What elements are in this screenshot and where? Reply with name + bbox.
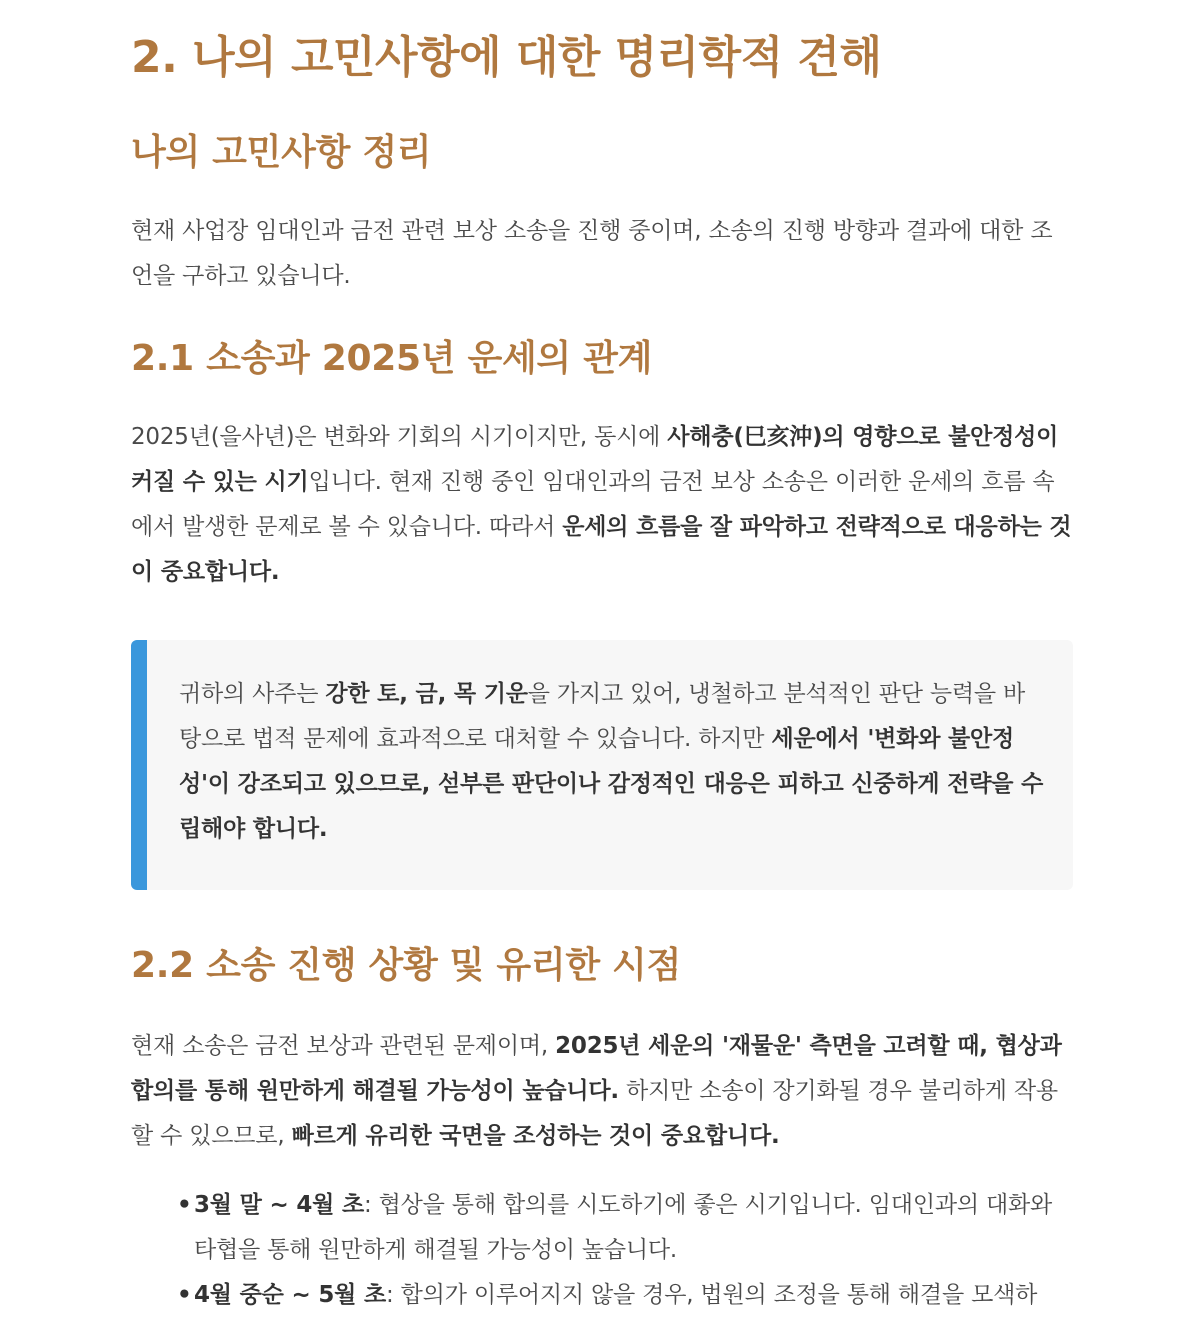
list-item-period: 3월 말 ~ 4월 초: [194, 1192, 364, 1218]
list-item: [177, 1183, 1073, 1273]
section-2-1-paragraph: [131, 415, 1073, 595]
text-run: 하지만 소송이 장기화될 경우 불리하게 작용할 수 있으므로,: [131, 1078, 1058, 1149]
timing-list: [177, 1183, 1073, 1318]
emphasis-text: 2025년 세운의 '재물운' 측면을 고려할 때, 협상과 합의를 통해 원만하게 해결될 가능성이 높습니다.: [131, 1033, 1062, 1104]
text-run: 2025년(을사년)은 변화와 기회의 시기이지만, 동시에: [131, 424, 668, 450]
text-run: 현재 소송은 금전 보상과 관련된 문제이며,: [131, 1033, 556, 1059]
list-item-text: : 합의가 이루어지지 않을 경우, 법원의 조정을 통해 해결을 모색하: [386, 1282, 1038, 1308]
callout-text: [179, 672, 1045, 852]
section-2-1-heading: 2.1 소송과 2025년 운세의 관계: [131, 338, 653, 379]
text-run: 귀하의 사주는: [179, 681, 326, 707]
emphasis-text: 운세의 흐름을 잘 파악하고 전략적으로 대응하는 것이 중요합니다.: [131, 514, 1072, 585]
list-item: [177, 1273, 1073, 1318]
text-run: 입니다. 현재 진행 중인 임대인과의 금전 보상 소송은 이러한 운세의 흐름 속에서 발생한 문제로 볼 수 있습니다. 따라서: [131, 469, 1055, 540]
advice-callout: [131, 640, 1073, 890]
list-item-text: : 협상을 통해 합의를 시도하기에 좋은 시기입니다. 임대인과의 대화와 타협을 통해 원만하게 해결될 가능성이 높습니다.: [194, 1192, 1053, 1263]
emphasis-text: 빠르게 유리한 국면을 조성하는 것이 중요합니다.: [291, 1123, 780, 1149]
page-title: 2. 나의 고민사항에 대한 명리학적 견해: [131, 32, 882, 83]
list-item-period: 4월 중순 ~ 5월 초: [194, 1282, 386, 1308]
bullet-marker: •: [177, 1192, 192, 1218]
summary-heading: 나의 고민사항 정리: [131, 132, 432, 173]
emphasis-text: 세운에서 '변화와 불안정성'이 강조되고 있으므로, 섣부른 판단이나 감정적인 대응은 피하고 신중하게 전략을 수립해야 합니다.: [179, 726, 1044, 842]
section-2-2-paragraph: [131, 1024, 1073, 1159]
emphasis-text: 강한 토, 금, 목 기운: [325, 681, 528, 707]
emphasis-text: 사해충(巳亥沖)의 영향으로 불안정성이 커질 수 있는 시기: [131, 424, 1059, 495]
bullet-marker: •: [177, 1282, 192, 1308]
summary-text: 현재 사업장 임대인과 금전 관련 보상 소송을 진행 중이며, 소송의 진행 방향과 결과에 대한 조언을 구하고 있습니다.: [131, 218, 1053, 289]
text-run: 을 가지고 있어, 냉철하고 분석적인 판단 능력을 바탕으로 법적 문제에 효과적으로 대처할 수 있습니다. 하지만: [179, 681, 1026, 752]
section-2-2-heading: 2.2 소송 진행 상황 및 유리한 시점: [131, 945, 681, 986]
